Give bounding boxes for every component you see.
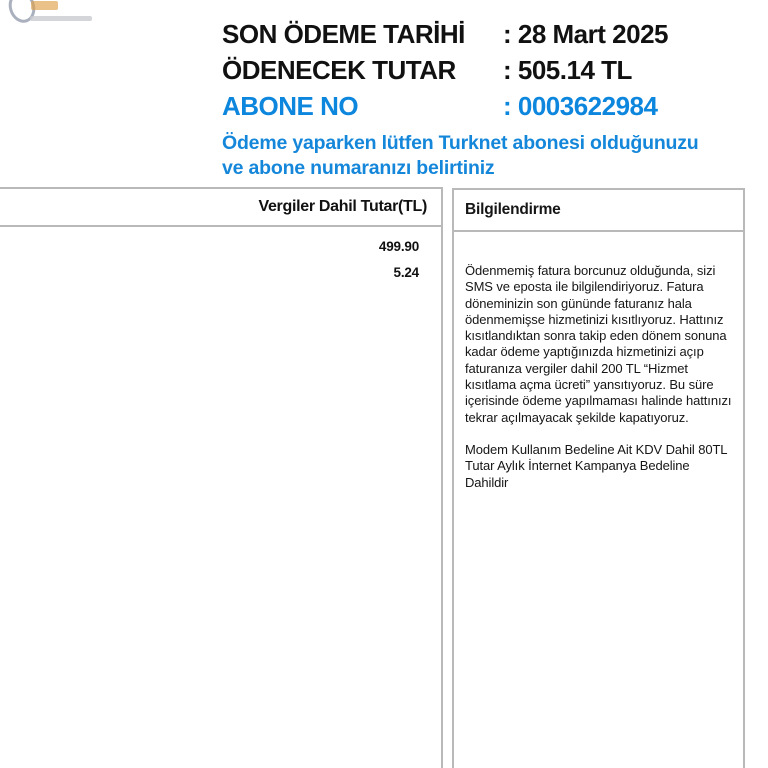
payment-summary	[222, 16, 668, 124]
subscriber-no-row	[222, 88, 668, 124]
charges-table-body	[0, 227, 441, 286]
amount-due-value: : 505.14 TL	[503, 54, 632, 85]
payment-notice	[222, 131, 762, 181]
charges-table	[0, 187, 443, 768]
payment-notice-line2: ve abone numaranızı belirtiniz	[222, 157, 495, 179]
due-date-value: : 28 Mart 2025	[503, 18, 668, 49]
info-panel	[452, 188, 745, 768]
payment-notice-line1: Ödeme yaparken lütfen Turknet abonesi olduğunuzu	[222, 132, 699, 154]
amount-due-label: ÖDENECEK TUTAR	[222, 54, 456, 85]
info-panel-header: Bilgilendirme	[454, 190, 743, 232]
due-date-label: SON ÖDEME TARİHİ	[222, 18, 465, 49]
company-logo-subtext	[30, 16, 92, 21]
charges-table-header: Vergiler Dahil Tutar(TL)	[0, 189, 441, 227]
subscriber-no-value: : 0003622984	[503, 90, 658, 121]
info-paragraph-restriction: Ödenmemiş fatura borcunuz olduğunda, sizi SMS ve eposta ile bilgilendiriyoruz. Fatura döneminizin son gününde faturanız hala ödenmemişse hizmetinizi kısıtlıyoruz. Hattınız kısıtlandıktan sonra takip eden dönem sonuna kadar ödeme yaptığınızda hizmetinizi açıp faturanıza vergiler dahil 200 TL “Hizmet kısıtlama açma ücreti” yansıtıyoruz. Bu süre içerisinde ödeme yapılmaması halinde hattınızı tekrar açılmayacak şekilde kapatıyoruz.	[465, 263, 732, 425]
subscriber-no-label: ABONE NO	[222, 90, 359, 121]
due-date-row	[222, 16, 668, 52]
company-logo-wordmark	[31, 1, 58, 10]
info-panel-body	[454, 232, 743, 491]
info-paragraph-modem: Modem Kullanım Bedeline Ait KDV Dahil 80TL Tutar Aylık İnternet Kampanya Bedeline Dahildir	[465, 441, 727, 490]
company-logo	[0, 0, 120, 40]
charge-amount-row: 499.90	[378, 239, 419, 254]
amount-due-row	[222, 52, 668, 88]
charge-amount-row: 5.24	[393, 265, 419, 280]
